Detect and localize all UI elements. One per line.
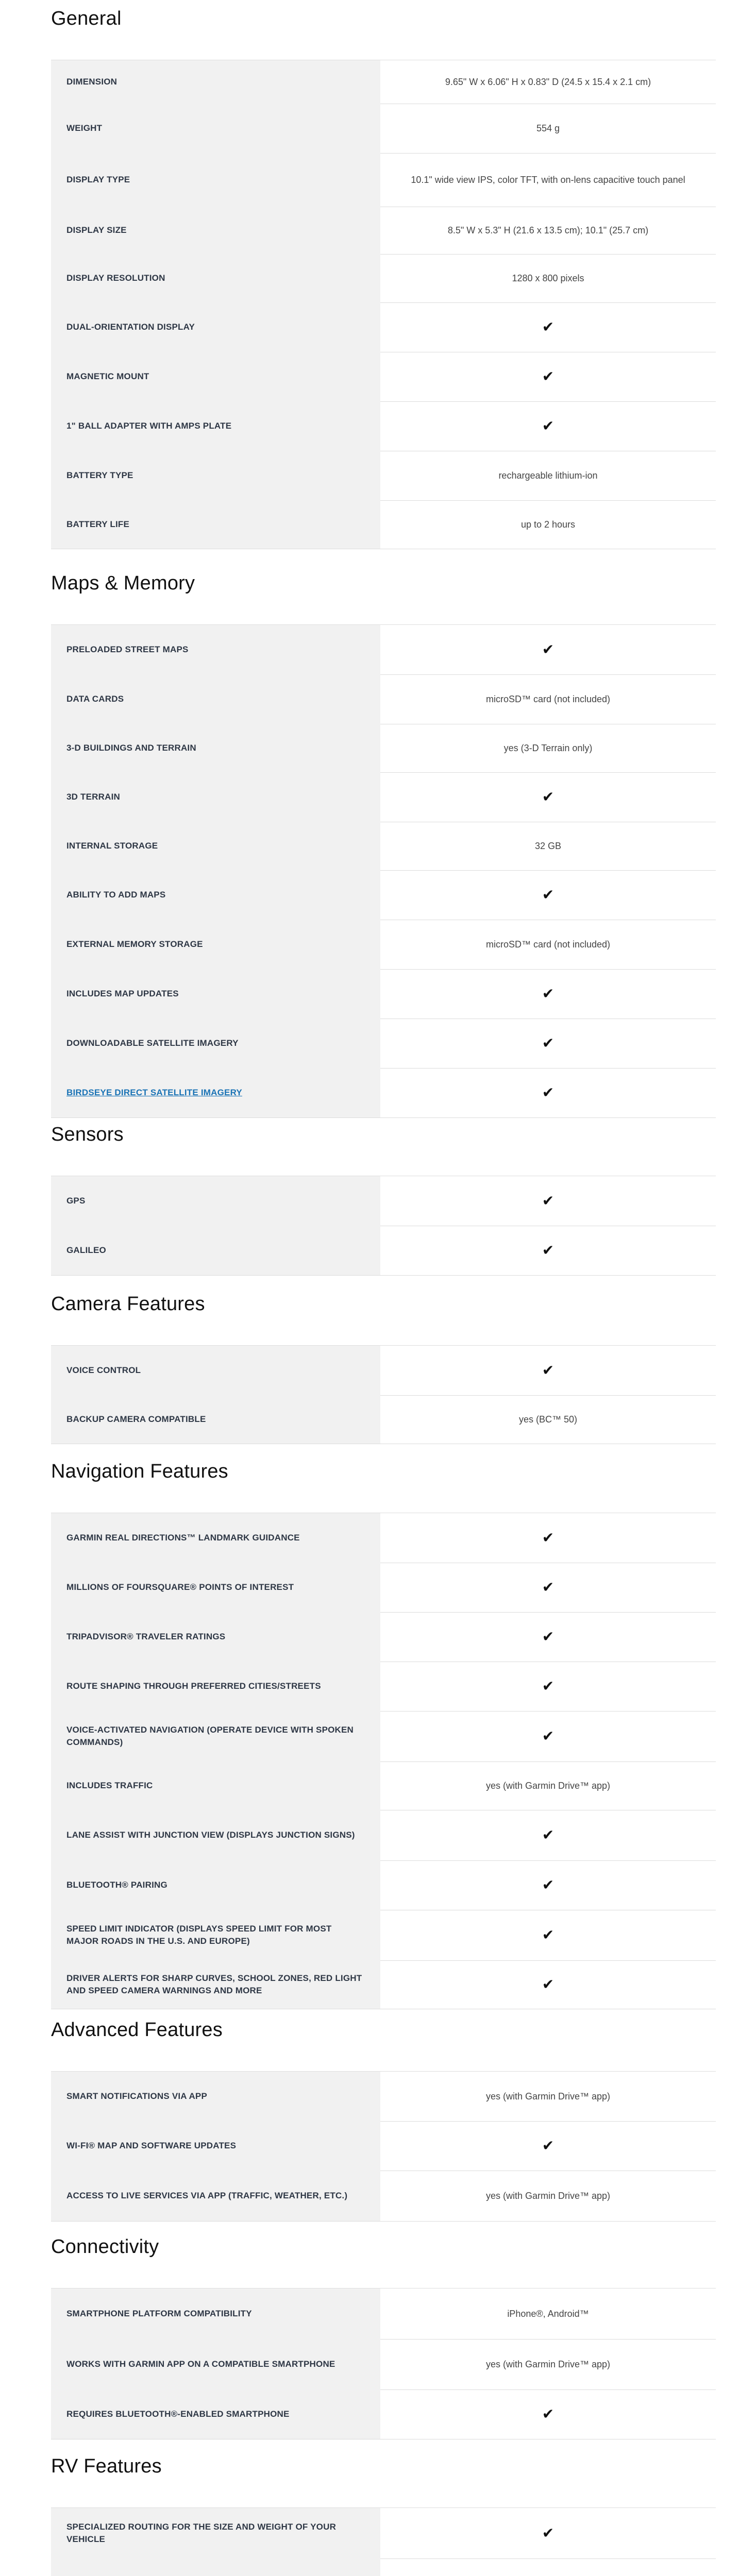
spec-value xyxy=(380,1346,716,1395)
spec-value: up to 2 hours xyxy=(520,519,576,530)
spec-row xyxy=(51,2339,716,2390)
spec-row xyxy=(51,104,716,154)
spec-row xyxy=(51,401,716,451)
spec-label: BATTERY TYPE xyxy=(51,451,380,500)
spec-row xyxy=(51,674,716,724)
spec-value: 32 GB xyxy=(534,841,562,851)
spec-label: DISPLAY TYPE xyxy=(51,153,380,207)
spec-row xyxy=(51,1019,716,1069)
spec-value xyxy=(380,1910,716,1960)
spec-row xyxy=(51,1176,716,1226)
spec-value xyxy=(380,1019,716,1068)
spec-value xyxy=(380,1662,716,1711)
section-title: Connectivity xyxy=(51,2236,159,2258)
spec-row xyxy=(51,1810,716,1861)
checkmark-icon: ✔ xyxy=(542,1927,555,1943)
spec-row xyxy=(51,1346,716,1396)
spec-value: microSD™ card (not included) xyxy=(485,939,611,950)
spec-value xyxy=(380,1612,716,1662)
checkmark-icon: ✔ xyxy=(542,641,555,657)
spec-value xyxy=(380,1513,716,1563)
spec-row xyxy=(51,870,716,920)
spec-label: SMARTPHONE PLATFORM COMPATIBILITY xyxy=(51,2289,380,2339)
spec-row xyxy=(51,2558,716,2576)
spec-label: EXTERNAL MEMORY STORAGE xyxy=(51,920,380,969)
spec-value: 10.1" wide view IPS, color TFT, with on-lens capacitive touch panel xyxy=(411,175,685,185)
spec-label: REQUIRES BLUETOOTH®-ENABLED SMARTPHONE xyxy=(51,2389,380,2439)
spec-label: ABILITY TO ADD MAPS xyxy=(51,870,380,920)
spec-value: 1280 x 800 pixels xyxy=(512,273,584,283)
spec-label: DUAL-ORIENTATION DISPLAY xyxy=(51,302,380,352)
checkmark-icon: ✔ xyxy=(542,368,555,384)
spec-label: MAGNETIC MOUNT xyxy=(51,352,380,401)
checkmark-icon: ✔ xyxy=(542,789,555,805)
spec-label: INCLUDES TRAFFIC xyxy=(51,1761,380,1810)
spec-label: 1" BALL ADAPTER WITH AMPS PLATE xyxy=(51,401,380,451)
spec-label: BACKUP CAMERA COMPATIBLE xyxy=(51,1395,380,1444)
section-title: RV Features xyxy=(51,2455,162,2477)
spec-value xyxy=(380,1068,716,1117)
spec-row xyxy=(51,451,716,501)
spec-label xyxy=(51,2558,380,2576)
spec-row xyxy=(51,500,716,549)
section-title: Advanced Features xyxy=(51,2019,223,2041)
checkmark-icon: ✔ xyxy=(542,1976,555,1992)
spec-label: 3-D BUILDINGS AND TERRAIN xyxy=(51,724,380,772)
spec-value xyxy=(380,1563,716,1612)
spec-row xyxy=(51,2389,716,2439)
spec-value xyxy=(380,302,716,352)
spec-row xyxy=(51,1860,716,1910)
section-title: General xyxy=(51,8,122,29)
checkmark-icon: ✔ xyxy=(542,2138,555,2154)
spec-row xyxy=(51,1513,716,1563)
spec-label: MILLIONS OF FOURSQUARE® POINTS OF INTEREST xyxy=(51,1563,380,1612)
spec-row xyxy=(51,1068,716,1118)
spec-row xyxy=(51,822,716,871)
checkmark-icon: ✔ xyxy=(542,319,555,335)
spec-label-link[interactable]: BIRDSEYE DIRECT SATELLITE IMAGERY xyxy=(51,1068,380,1117)
spec-value xyxy=(380,1860,716,1910)
spec-row xyxy=(51,920,716,970)
spec-row xyxy=(51,1910,716,1961)
spec-value xyxy=(380,2121,716,2171)
spec-label: GARMIN REAL DIRECTIONS™ LANDMARK GUIDANCE xyxy=(51,1513,380,1563)
spec-row xyxy=(51,2171,716,2222)
spec-row xyxy=(51,352,716,402)
spec-value: yes (BC™ 50) xyxy=(518,1414,578,1425)
spec-label: SPECIALIZED ROUTING FOR THE SIZE AND WEIGHT OF YOUR VEHICLE xyxy=(51,2508,380,2558)
spec-label: ROUTE SHAPING THROUGH PREFERRED CITIES/STREETS xyxy=(51,1662,380,1711)
spec-label: VOICE-ACTIVATED NAVIGATION (OPERATE DEVICE WITH SPOKEN COMMANDS) xyxy=(51,1711,380,1761)
checkmark-icon: ✔ xyxy=(542,1193,555,1209)
spec-label: BATTERY LIFE xyxy=(51,500,380,549)
spec-value xyxy=(380,2558,716,2576)
spec-row xyxy=(51,1711,716,1762)
spec-label: VOICE CONTROL xyxy=(51,1346,380,1395)
spec-label: DRIVER ALERTS FOR SHARP CURVES, SCHOOL ZONES, RED LIGHT AND SPEED CAMERA WARNINGS AND MORE xyxy=(51,1960,380,2009)
spec-row xyxy=(51,1226,716,1276)
spec-value xyxy=(380,1810,716,1860)
checkmark-icon: ✔ xyxy=(542,1579,555,1595)
spec-label: ACCESS TO LIVE SERVICES VIA APP (TRAFFIC, WEATHER, ETC.) xyxy=(51,2171,380,2221)
spec-value xyxy=(380,1226,716,1275)
spec-value: iPhone®, Android™ xyxy=(507,2309,589,2319)
spec-label: WEIGHT xyxy=(51,104,380,153)
spec-label: INCLUDES MAP UPDATES xyxy=(51,969,380,1019)
spec-label: PRELOADED STREET MAPS xyxy=(51,625,380,674)
spec-row xyxy=(51,2072,716,2122)
spec-label: GPS xyxy=(51,1176,380,1226)
spec-value: microSD™ card (not included) xyxy=(485,694,611,704)
spec-row xyxy=(51,625,716,675)
checkmark-icon: ✔ xyxy=(542,1728,555,1744)
spec-label: BLUETOOTH® PAIRING xyxy=(51,1860,380,1910)
section-title: Navigation Features xyxy=(51,1461,228,1482)
spec-row xyxy=(51,153,716,207)
checkmark-icon: ✔ xyxy=(542,1242,555,1258)
spec-label: DISPLAY SIZE xyxy=(51,207,380,254)
spec-row xyxy=(51,2508,716,2559)
spec-value xyxy=(380,969,716,1019)
spec-label: SPEED LIMIT INDICATOR (DISPLAYS SPEED LIMIT FOR MOST MAJOR ROADS IN THE U.S. AND EUROPE) xyxy=(51,1910,380,1960)
checkmark-icon: ✔ xyxy=(542,1877,555,1893)
spec-value xyxy=(380,401,716,451)
spec-row xyxy=(51,60,716,104)
spec-value xyxy=(380,2389,716,2439)
spec-label: DATA CARDS xyxy=(51,674,380,724)
spec-label: TRIPADVISOR® TRAVELER RATINGS xyxy=(51,1612,380,1662)
spec-value: yes (with Garmin Drive™ app) xyxy=(485,2359,611,2369)
checkmark-icon: ✔ xyxy=(542,986,555,1002)
checkmark-icon: ✔ xyxy=(542,1530,555,1546)
spec-label: DOWNLOADABLE SATELLITE IMAGERY xyxy=(51,1019,380,1068)
spec-value xyxy=(380,625,716,674)
checkmark-icon: ✔ xyxy=(542,1678,555,1694)
checkmark-icon: ✔ xyxy=(542,1629,555,1645)
spec-value: yes (with Garmin Drive™ app) xyxy=(485,2091,611,2102)
spec-row xyxy=(51,254,716,303)
spec-value: yes (3-D Terrain only) xyxy=(503,743,593,753)
section-title: Maps & Memory xyxy=(51,572,195,594)
spec-value: 8.5" W x 5.3" H (21.6 x 13.5 cm); 10.1" (25.7 cm) xyxy=(447,225,649,235)
spec-value xyxy=(380,870,716,920)
checkmark-icon: ✔ xyxy=(542,2406,555,2422)
section-title: Sensors xyxy=(51,1124,124,1145)
spec-row xyxy=(51,1395,716,1444)
spec-row xyxy=(51,2289,716,2340)
spec-label: DIMENSION xyxy=(51,60,380,104)
spec-label: WORKS WITH GARMIN APP ON A COMPATIBLE SMARTPHONE xyxy=(51,2339,380,2389)
spec-row xyxy=(51,1662,716,1711)
spec-value xyxy=(380,1711,716,1761)
spec-row xyxy=(51,1612,716,1662)
spec-row xyxy=(51,772,716,822)
section-title: Camera Features xyxy=(51,1293,205,1315)
spec-label: SMART NOTIFICATIONS VIA APP xyxy=(51,2072,380,2121)
spec-row xyxy=(51,2121,716,2171)
spec-row xyxy=(51,207,716,255)
spec-value: 554 g xyxy=(536,123,560,133)
checkmark-icon: ✔ xyxy=(542,1827,555,1843)
spec-value xyxy=(380,1960,716,2009)
spec-row xyxy=(51,724,716,773)
spec-value: rechargeable lithium-ion xyxy=(498,470,598,481)
spec-row xyxy=(51,302,716,352)
spec-label: 3D TERRAIN xyxy=(51,772,380,822)
spec-row xyxy=(51,1563,716,1613)
spec-label: INTERNAL STORAGE xyxy=(51,822,380,870)
checkmark-icon: ✔ xyxy=(542,418,555,434)
spec-row xyxy=(51,1960,716,2009)
spec-value: 9.65" W x 6.06" H x 0.83" D (24.5 x 15.4 x 2.1 cm) xyxy=(445,77,651,87)
checkmark-icon: ✔ xyxy=(542,2525,555,2541)
checkmark-icon: ✔ xyxy=(542,1084,555,1100)
spec-row xyxy=(51,1761,716,1810)
checkmark-icon: ✔ xyxy=(542,1035,555,1051)
spec-value: yes (with Garmin Drive™ app) xyxy=(485,2191,611,2201)
spec-value xyxy=(380,352,716,401)
spec-label: LANE ASSIST WITH JUNCTION VIEW (DISPLAYS JUNCTION SIGNS) xyxy=(51,1810,380,1860)
spec-label: DISPLAY RESOLUTION xyxy=(51,254,380,302)
spec-label: WI-FI® MAP AND SOFTWARE UPDATES xyxy=(51,2121,380,2171)
spec-value: yes (with Garmin Drive™ app) xyxy=(485,1781,611,1791)
spec-row xyxy=(51,969,716,1019)
spec-value xyxy=(380,2508,716,2558)
checkmark-icon: ✔ xyxy=(542,887,555,903)
spec-value xyxy=(380,772,716,822)
checkmark-icon: ✔ xyxy=(542,1362,555,1378)
spec-label: GALILEO xyxy=(51,1226,380,1275)
spec-value xyxy=(380,1176,716,1226)
